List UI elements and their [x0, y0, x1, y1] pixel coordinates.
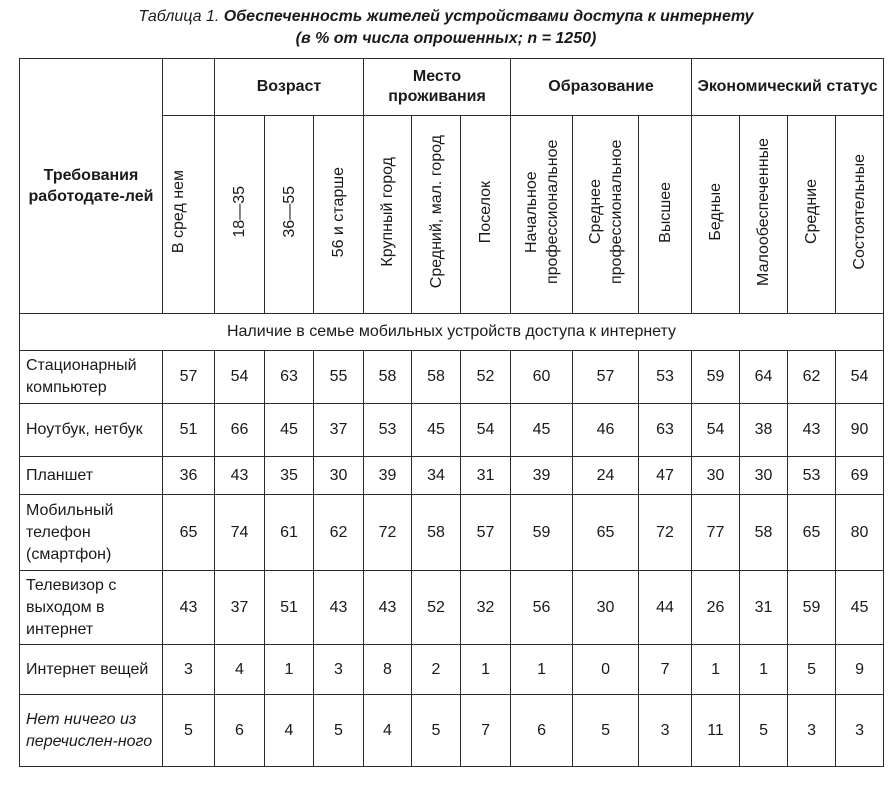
- table-cell: 60: [511, 351, 573, 404]
- row-label: Ноутбук, нетбук: [20, 404, 163, 457]
- table-cell: 8: [364, 645, 412, 695]
- table-cell: 5: [163, 695, 215, 767]
- row-label: Интернет вещей: [20, 645, 163, 695]
- table-cell: 51: [163, 404, 215, 457]
- table-cell: 7: [639, 645, 692, 695]
- table-cell: 62: [788, 351, 836, 404]
- table-cell: 58: [412, 495, 461, 571]
- table-cell: 43: [364, 571, 412, 645]
- caption-title: Обеспеченность жителей устройствами доступа к интернету: [223, 8, 754, 25]
- data-table: [19, 58, 884, 767]
- table-cell: 4: [265, 695, 314, 767]
- table-cell: 5: [573, 695, 639, 767]
- row-label: Телевизор с выходом в интернет: [20, 571, 163, 645]
- table-cell: 57: [573, 351, 639, 404]
- column-header-8: [573, 116, 639, 314]
- column-header-1: [215, 116, 265, 314]
- table-cell: 47: [639, 457, 692, 495]
- column-header-0: [163, 116, 215, 314]
- row-label: Нет ничего из перечислен-ного: [20, 695, 163, 767]
- table-cell: 32: [461, 571, 511, 645]
- table-cell: 66: [215, 404, 265, 457]
- table-cell: 43: [163, 571, 215, 645]
- column-header-label: Среднее профессиональное: [586, 139, 625, 285]
- table-cell: 54: [836, 351, 884, 404]
- table-row: [20, 571, 884, 645]
- table-cell: 61: [265, 495, 314, 571]
- caption-lead: Таблица 1.: [138, 8, 220, 25]
- table-cell: 58: [364, 351, 412, 404]
- table-cell: 9: [836, 645, 884, 695]
- table-cell: 45: [836, 571, 884, 645]
- table-cell: 0: [573, 645, 639, 695]
- column-header-6: [461, 116, 511, 314]
- column-header-label: Средние: [803, 179, 821, 245]
- table-row: [20, 404, 884, 457]
- table-cell: 1: [461, 645, 511, 695]
- table-cell: 4: [215, 645, 265, 695]
- row-label: Мобильный телефон (смартфон): [20, 495, 163, 571]
- table-cell: 39: [511, 457, 573, 495]
- table-cell: 4: [364, 695, 412, 767]
- table-cell: 39: [364, 457, 412, 495]
- table-cell: 52: [412, 571, 461, 645]
- table-cell: 55: [314, 351, 364, 404]
- table-row: [20, 351, 884, 404]
- table-cell: 35: [265, 457, 314, 495]
- table-cell: 45: [412, 404, 461, 457]
- table-cell: 54: [461, 404, 511, 457]
- table-cell: 3: [163, 645, 215, 695]
- row-label: Планшет: [20, 457, 163, 495]
- table-cell: 1: [511, 645, 573, 695]
- table-cell: 6: [215, 695, 265, 767]
- table-cell: 52: [461, 351, 511, 404]
- table-cell: 30: [573, 571, 639, 645]
- section-row: [20, 314, 884, 351]
- table-cell: 72: [639, 495, 692, 571]
- table-cell: 51: [265, 571, 314, 645]
- table-cell: 65: [163, 495, 215, 571]
- table-cell: 46: [573, 404, 639, 457]
- corner-header: [20, 59, 163, 314]
- column-header-12: [788, 116, 836, 314]
- table-cell: 36: [163, 457, 215, 495]
- column-header-9: [639, 116, 692, 314]
- table-cell: 57: [461, 495, 511, 571]
- table-cell: 30: [740, 457, 788, 495]
- column-header-11: [740, 116, 788, 314]
- column-header-label: Состоятельные: [851, 154, 869, 270]
- group-header-residence: [364, 59, 511, 116]
- table-cell: 31: [740, 571, 788, 645]
- table-cell: 58: [412, 351, 461, 404]
- table-cell: 63: [639, 404, 692, 457]
- row-label: Стационарный компьютер: [20, 351, 163, 404]
- table-cell: 74: [215, 495, 265, 571]
- column-header-3: [314, 116, 364, 314]
- table-cell: 65: [788, 495, 836, 571]
- table-cell: 56: [511, 571, 573, 645]
- column-header-label: Поселок: [477, 180, 495, 244]
- table-cell: 59: [692, 351, 740, 404]
- table-cell: 54: [692, 404, 740, 457]
- table-cell: 45: [265, 404, 314, 457]
- caption-subtitle: (в % от числа опрошенных; n = 1250): [295, 30, 597, 47]
- column-header-4: [364, 116, 412, 314]
- column-header-label: В сред нем: [169, 170, 187, 254]
- table-cell: 53: [639, 351, 692, 404]
- table-cell: 3: [836, 695, 884, 767]
- table-cell: 5: [740, 695, 788, 767]
- group-header-economic: [692, 59, 884, 116]
- table-cell: 53: [364, 404, 412, 457]
- table-cell: 3: [314, 645, 364, 695]
- table-cell: 5: [788, 645, 836, 695]
- column-header-label: Малообеспеченные: [755, 138, 773, 286]
- table-cell: 30: [314, 457, 364, 495]
- corner-header-text: Требования работодате-лей: [28, 167, 154, 205]
- table-cell: 77: [692, 495, 740, 571]
- column-header-5: [412, 116, 461, 314]
- table-row: [20, 645, 884, 695]
- table-cell: 54: [215, 351, 265, 404]
- column-header-label: Средний, мал. город: [427, 135, 445, 289]
- table-cell: 34: [412, 457, 461, 495]
- group-header-empty: [163, 59, 215, 116]
- table-cell: 11: [692, 695, 740, 767]
- column-header-label: 18—35: [231, 186, 248, 238]
- column-header-2: [265, 116, 314, 314]
- column-header-13: [836, 116, 884, 314]
- table-cell: 2: [412, 645, 461, 695]
- table-cell: 62: [314, 495, 364, 571]
- column-header-label: Начальное профессиональное: [522, 139, 561, 285]
- column-header-10: [692, 116, 740, 314]
- group-header-row: [20, 59, 884, 116]
- group-header-economic-text: Экономический статус: [697, 78, 878, 95]
- table-row: [20, 495, 884, 571]
- table-cell: 37: [314, 404, 364, 457]
- table-cell: 38: [740, 404, 788, 457]
- table-cell: 90: [836, 404, 884, 457]
- table-cell: 30: [692, 457, 740, 495]
- group-header-education: Образование: [511, 59, 692, 116]
- column-header-label: Высшее: [656, 181, 674, 243]
- table-cell: 63: [265, 351, 314, 404]
- column-header-7: [511, 116, 573, 314]
- table-cell: 80: [836, 495, 884, 571]
- table-cell: 57: [163, 351, 215, 404]
- section-title: Наличие в семье мобильных устройств доступа к интернету: [20, 314, 884, 351]
- table-cell: 43: [215, 457, 265, 495]
- table-cell: 59: [788, 571, 836, 645]
- table-cell: 3: [639, 695, 692, 767]
- group-header-age: Возраст: [215, 59, 364, 116]
- table-caption: [0, 6, 892, 50]
- table-cell: 44: [639, 571, 692, 645]
- table-cell: 65: [573, 495, 639, 571]
- table-cell: 3: [788, 695, 836, 767]
- column-header-label: 56 и старше: [330, 166, 347, 258]
- table-cell: 64: [740, 351, 788, 404]
- column-header-label: Бедные: [707, 183, 725, 241]
- table-cell: 6: [511, 695, 573, 767]
- table-cell: 24: [573, 457, 639, 495]
- table-cell: 1: [692, 645, 740, 695]
- table-cell: 1: [740, 645, 788, 695]
- table-row: [20, 695, 884, 767]
- table-cell: 69: [836, 457, 884, 495]
- column-header-label: Крупный город: [379, 157, 396, 267]
- table-cell: 37: [215, 571, 265, 645]
- table-cell: 45: [511, 404, 573, 457]
- table-cell: 72: [364, 495, 412, 571]
- table-cell: 58: [740, 495, 788, 571]
- table-cell: 43: [314, 571, 364, 645]
- table-row: [20, 457, 884, 495]
- group-header-residence-text: Место проживания: [388, 68, 486, 105]
- table-cell: 5: [412, 695, 461, 767]
- table-cell: 1: [265, 645, 314, 695]
- table-cell: 59: [511, 495, 573, 571]
- table-cell: 43: [788, 404, 836, 457]
- table-cell: 26: [692, 571, 740, 645]
- caption-line-1: [0, 6, 892, 28]
- column-header-label: 36—55: [280, 186, 298, 238]
- table-cell: 7: [461, 695, 511, 767]
- table-cell: 53: [788, 457, 836, 495]
- table-cell: 5: [314, 695, 364, 767]
- table-cell: 31: [461, 457, 511, 495]
